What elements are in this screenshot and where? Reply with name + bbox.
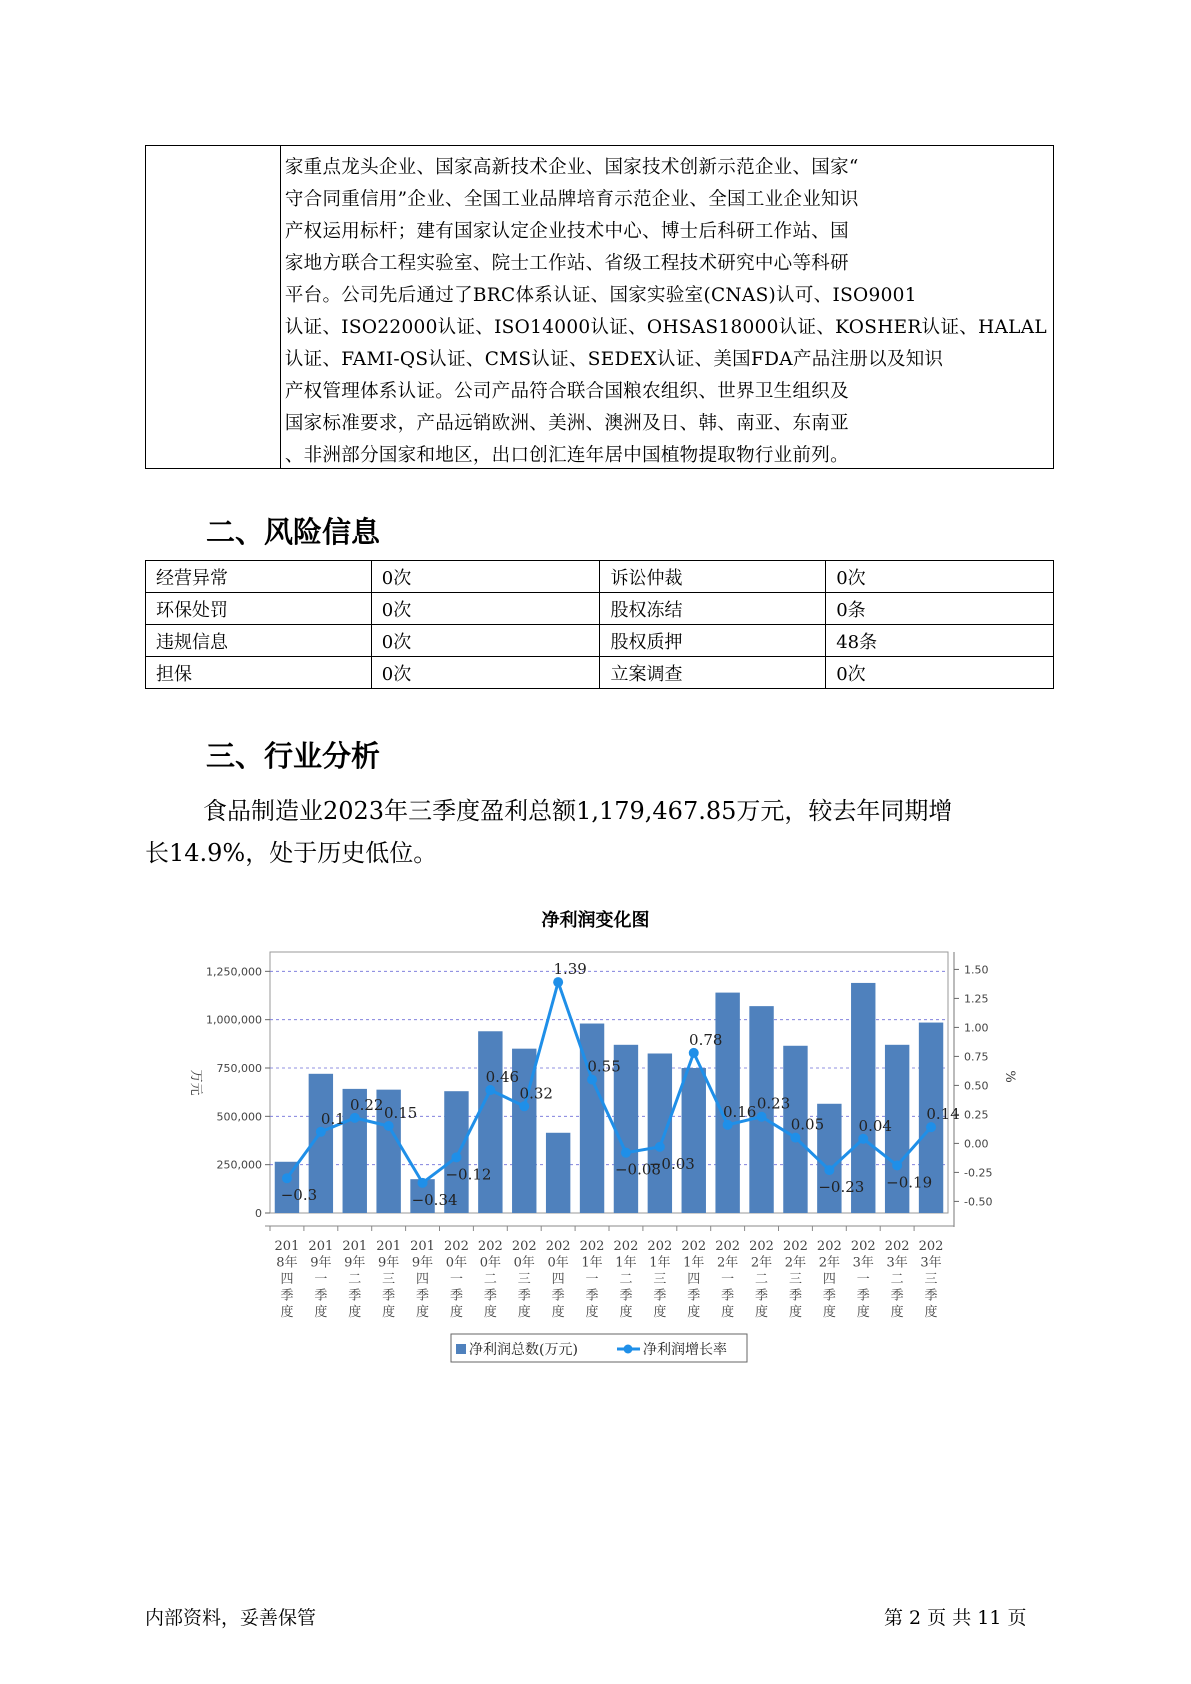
- x-tick-label: 1年: [615, 1255, 637, 1271]
- x-tick-label: 度: [924, 1305, 938, 1320]
- y2-tick-label: 1.25: [964, 992, 989, 1006]
- x-tick-label: 202: [816, 1239, 842, 1254]
- x-tick-label: 季: [619, 1288, 633, 1304]
- y-axis-label: 万元: [188, 1069, 203, 1096]
- x-tick-label: 季: [755, 1288, 769, 1304]
- x-tick-label: 二: [619, 1272, 633, 1287]
- x-tick-label: 2年: [818, 1255, 840, 1271]
- x-tick-label: 度: [517, 1305, 531, 1320]
- data-label: −0.19: [886, 1173, 933, 1192]
- x-tick-label: 季: [788, 1288, 802, 1304]
- intro-line: 认证、FAMI-QS认证、CMS认证、SEDEX认证、美国FDA产品注册以及知识: [284, 349, 944, 370]
- intro-line: 守合同重信用”企业、全国工业品牌培育示范企业、全国工业企业知识: [284, 189, 859, 210]
- x-tick-label: 9年: [411, 1255, 434, 1271]
- y2-tick-label: 0.00: [964, 1137, 989, 1151]
- intro-line: 产权管理体系认证。公司产品符合联合国粮农组织、世界卫生组织及: [284, 381, 849, 402]
- x-tick-label: 季: [483, 1288, 497, 1304]
- x-tick-label: 202: [579, 1239, 605, 1254]
- data-label: 0.14: [926, 1105, 960, 1124]
- x-tick-label: 201: [376, 1239, 402, 1254]
- growth-point: [723, 1120, 733, 1130]
- x-tick-label: 季: [721, 1288, 735, 1304]
- y-tick-label: 0: [255, 1207, 262, 1220]
- x-tick-label: 度: [822, 1305, 836, 1320]
- data-label: 0.55: [587, 1057, 621, 1076]
- x-tick-label: 季: [924, 1288, 938, 1304]
- x-tick-label: 度: [449, 1305, 463, 1320]
- x-tick-label: 一: [449, 1272, 463, 1287]
- x-tick-label: 一: [585, 1272, 599, 1287]
- x-tick-label: 9年: [310, 1255, 332, 1271]
- footer-page-number: 第 2 页 共 11 页: [884, 1607, 1027, 1629]
- x-tick-label: 202: [715, 1239, 741, 1254]
- risk-value: 0次: [371, 561, 600, 593]
- x-tick-label: 度: [314, 1305, 328, 1320]
- x-tick-label: 季: [416, 1288, 430, 1304]
- x-tick-label: 度: [280, 1305, 294, 1320]
- x-tick-label: 二: [348, 1272, 362, 1287]
- x-tick-label: 度: [721, 1305, 735, 1320]
- x-tick-label: 度: [416, 1305, 430, 1320]
- x-tick-label: 度: [687, 1305, 701, 1320]
- legend-swatch-bars: [456, 1344, 466, 1354]
- x-tick-label: 202: [647, 1239, 673, 1254]
- growth-point: [384, 1121, 394, 1131]
- y2-tick-label: 1.50: [964, 963, 989, 977]
- risk-label: 违规信息: [146, 625, 372, 657]
- x-tick-label: 四: [280, 1272, 294, 1287]
- x-tick-label: 1年: [581, 1255, 603, 1271]
- bar: [546, 1133, 570, 1213]
- growth-point: [621, 1148, 631, 1158]
- y2-tick-label: 1.00: [964, 1021, 989, 1035]
- x-tick-label: 度: [382, 1305, 396, 1320]
- data-label: −0.03: [648, 1154, 695, 1173]
- growth-point: [316, 1127, 326, 1137]
- x-tick-label: 202: [884, 1239, 910, 1254]
- y-tick-label: 1,250,000: [206, 965, 262, 979]
- x-tick-label: 202: [918, 1239, 944, 1254]
- x-tick-label: 三: [924, 1272, 938, 1287]
- data-label: 0.05: [790, 1115, 825, 1134]
- y-tick-label: 250,000: [216, 1158, 262, 1172]
- x-tick-label: 季: [314, 1288, 328, 1304]
- analysis-line: 长14.9%，处于历史低位。: [145, 839, 438, 867]
- data-label: 0.04: [858, 1116, 892, 1135]
- growth-point: [282, 1173, 292, 1183]
- data-label: −0.3: [280, 1186, 318, 1205]
- bar: [648, 1054, 672, 1214]
- x-tick-label: 一: [856, 1272, 870, 1287]
- risk-value: 0次: [371, 657, 600, 689]
- growth-point: [485, 1085, 495, 1095]
- x-tick-label: 3年: [886, 1255, 908, 1271]
- x-tick-label: 一: [314, 1272, 328, 1287]
- data-label: 0.32: [519, 1084, 553, 1103]
- x-tick-label: 四: [551, 1272, 565, 1287]
- x-tick-label: 季: [348, 1288, 362, 1304]
- x-tick-label: 202: [783, 1239, 808, 1254]
- x-tick-label: 季: [653, 1288, 667, 1304]
- x-tick-label: 季: [382, 1288, 396, 1304]
- x-tick-label: 四: [687, 1272, 701, 1287]
- risk-label: 诉讼仲裁: [600, 561, 826, 593]
- y2-tick-label: -0.25: [964, 1166, 993, 1180]
- x-tick-label: 度: [585, 1305, 599, 1320]
- section-title-industry: 三、行业分析: [206, 739, 381, 773]
- x-tick-label: 201: [342, 1239, 368, 1254]
- growth-point: [790, 1133, 800, 1143]
- risk-value: 0次: [826, 657, 1054, 689]
- x-tick-label: 3年: [852, 1255, 874, 1271]
- y2-tick-label: 0.75: [964, 1050, 989, 1064]
- plot-area: [270, 952, 948, 1213]
- x-tick-label: 202: [545, 1239, 571, 1254]
- y-tick-label: 750,000: [216, 1062, 262, 1075]
- intro-line: 、非洲部分国家和地区，出口创汇连年居中国植物提取物行业前列。: [284, 445, 849, 466]
- x-tick-label: 8年: [276, 1255, 298, 1271]
- x-tick-label: 202: [477, 1239, 503, 1254]
- intro-line: 国家标准要求，产品远销欧洲、美洲、澳洲及日、韩、南亚、东南亚: [284, 413, 849, 434]
- x-tick-label: 度: [856, 1305, 870, 1320]
- data-label: −0.08: [614, 1160, 661, 1179]
- data-label: 0.15: [383, 1104, 418, 1122]
- data-label: 0.46: [485, 1068, 520, 1087]
- x-tick-label: 2年: [750, 1255, 773, 1271]
- x-tick-label: 季: [856, 1288, 870, 1304]
- x-tick-label: 202: [613, 1239, 639, 1254]
- x-tick-label: 三: [517, 1272, 531, 1287]
- x-tick-label: 0年: [445, 1255, 468, 1271]
- x-tick-label: 四: [416, 1272, 430, 1287]
- growth-point: [451, 1152, 461, 1162]
- x-tick-label: 201: [308, 1239, 334, 1254]
- x-tick-label: 0年: [547, 1255, 569, 1271]
- growth-point: [858, 1134, 868, 1144]
- data-label: 0.78: [689, 1030, 723, 1049]
- y2-tick-label: 0.25: [964, 1108, 989, 1122]
- x-tick-label: 三: [653, 1272, 667, 1287]
- y2-axis-label: %: [1002, 1070, 1017, 1083]
- x-tick-label: 二: [890, 1272, 904, 1287]
- data-label: 0.16: [722, 1102, 757, 1121]
- risk-label: 经营异常: [146, 561, 372, 593]
- risk-value: 0次: [371, 625, 600, 657]
- x-tick-label: 0年: [479, 1255, 501, 1271]
- y2-tick-label: 0.50: [964, 1079, 989, 1093]
- data-label: −0.12: [445, 1165, 492, 1184]
- growth-point: [926, 1122, 936, 1132]
- x-tick-label: 2年: [717, 1255, 739, 1271]
- x-tick-label: 9年: [378, 1255, 400, 1271]
- growth-point: [418, 1178, 428, 1188]
- legend-label-bars: 净利润总数(万元): [469, 1342, 578, 1358]
- data-label: −0.23: [818, 1178, 865, 1197]
- y2-tick-label: -0.50: [964, 1195, 993, 1209]
- x-tick-label: 0年: [513, 1255, 535, 1271]
- bar: [682, 1068, 706, 1213]
- y-tick-label: 500,000: [216, 1110, 262, 1124]
- x-tick-label: 二: [755, 1272, 769, 1287]
- risk-label: 立案调查: [600, 657, 826, 689]
- x-tick-label: 季: [585, 1288, 599, 1304]
- intro-line: 家地方联合工程实验室、院士工作站、省级工程技术研究中心等科研: [284, 253, 849, 274]
- x-tick-label: 季: [449, 1288, 463, 1304]
- x-tick-label: 三: [382, 1272, 396, 1287]
- growth-point: [350, 1113, 360, 1123]
- intro-line: 产权运用标杆；建有国家认定企业技术中心、博士后科研工作站、国: [284, 221, 849, 242]
- risk-value: 0条: [826, 593, 1054, 625]
- x-tick-label: 度: [619, 1305, 633, 1320]
- chart-title: 净利润变化图: [541, 910, 650, 931]
- risk-value: 0次: [826, 561, 1054, 593]
- y-tick-label: 1,000,000: [206, 1013, 262, 1027]
- risk-label: 股权质押: [600, 625, 826, 657]
- growth-point: [553, 977, 563, 987]
- x-tick-label: 202: [444, 1239, 469, 1254]
- intro-line: 平台。公司先后通过了BRC体系认证、国家实验室(CNAS)认可、ISO9001: [284, 285, 917, 306]
- x-tick-label: 202: [749, 1239, 774, 1254]
- data-label: 0.22: [350, 1095, 384, 1114]
- x-tick-label: 度: [755, 1305, 769, 1320]
- x-tick-label: 度: [483, 1305, 497, 1320]
- x-tick-label: 度: [348, 1305, 362, 1320]
- x-tick-label: 3年: [920, 1255, 942, 1271]
- x-tick-label: 度: [551, 1305, 565, 1320]
- x-tick-label: 1年: [649, 1255, 671, 1271]
- x-tick-label: 9年: [344, 1255, 366, 1271]
- risk-label: 担保: [146, 657, 372, 689]
- bar: [478, 1031, 502, 1213]
- growth-point: [824, 1165, 834, 1175]
- data-label: 0.1: [320, 1109, 345, 1128]
- data-label: −0.34: [411, 1190, 458, 1209]
- risk-value: 0次: [371, 593, 600, 625]
- risk-label: 环保处罚: [146, 593, 372, 625]
- risk-label: 股权冻结: [600, 593, 826, 625]
- analysis-line: 食品制造业2023年三季度盈利总额1,179,467.85万元，较去年同期增: [203, 797, 953, 825]
- intro-line: 认证、ISO22000认证、ISO14000认证、OHSAS18000认证、KOSHER认证、HALAL: [284, 317, 1047, 338]
- growth-point: [655, 1142, 665, 1152]
- x-tick-label: 季: [890, 1288, 904, 1304]
- x-tick-label: 季: [822, 1288, 836, 1304]
- footer-confidential: 内部资料，妥善保管: [145, 1607, 317, 1629]
- risk-value: 48条: [826, 625, 1054, 657]
- intro-line: 家重点龙头企业、国家高新技术企业、国家技术创新示范企业、国家“: [284, 157, 859, 178]
- growth-point: [519, 1101, 529, 1111]
- data-label: 0.23: [756, 1094, 791, 1113]
- growth-point: [757, 1112, 767, 1122]
- x-tick-label: 二: [483, 1272, 497, 1287]
- x-tick-label: 度: [890, 1305, 904, 1320]
- x-tick-label: 度: [788, 1305, 802, 1320]
- x-tick-label: 一: [721, 1272, 735, 1287]
- x-tick-label: 季: [517, 1288, 531, 1304]
- x-tick-label: 202: [681, 1239, 707, 1254]
- legend-label-line: 净利润增长率: [643, 1342, 727, 1358]
- x-tick-label: 季: [551, 1288, 565, 1304]
- x-tick-label: 202: [850, 1239, 876, 1254]
- growth-point: [587, 1075, 597, 1085]
- data-label: 1.39: [553, 960, 587, 979]
- legend-swatch-marker: [624, 1345, 633, 1354]
- x-tick-label: 四: [822, 1272, 836, 1287]
- x-tick-label: 1年: [683, 1255, 705, 1271]
- section-title-risk: 二、风险信息: [206, 515, 381, 549]
- x-tick-label: 2年: [784, 1255, 807, 1271]
- growth-point: [689, 1048, 699, 1058]
- x-tick-label: 201: [274, 1239, 300, 1254]
- x-tick-label: 度: [653, 1305, 667, 1320]
- x-tick-label: 季: [280, 1288, 294, 1304]
- x-tick-label: 季: [687, 1288, 701, 1304]
- x-tick-label: 202: [511, 1239, 537, 1254]
- growth-point: [892, 1160, 902, 1170]
- x-tick-label: 201: [410, 1239, 435, 1254]
- x-tick-label: 三: [788, 1272, 802, 1287]
